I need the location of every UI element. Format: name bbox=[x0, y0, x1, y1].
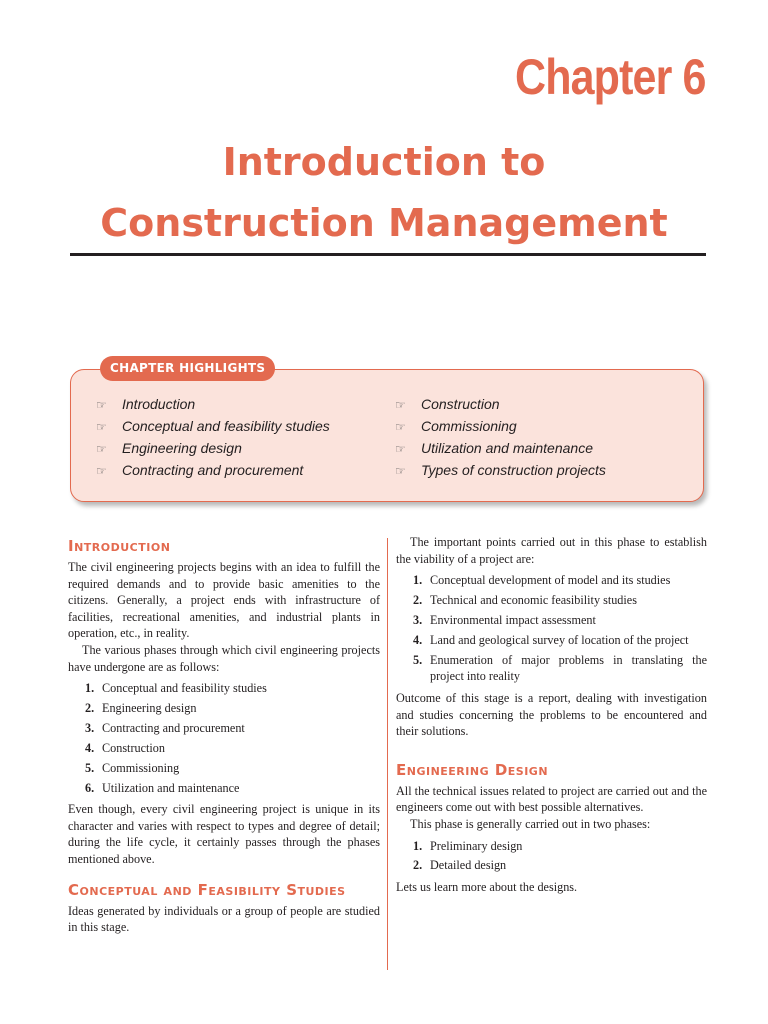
list-item bbox=[396, 652, 707, 685]
list-item-text: Preliminary design bbox=[430, 838, 523, 853]
paragraph: The civil engineering projects begins with an idea to fulfill the required demands and to provide basic amenities to the citizens. Generally, a project ends with infrastructure of facilities, recreational amenities, and industrial plants in operation, etc., in reality. bbox=[68, 560, 380, 641]
list-item bbox=[68, 700, 380, 717]
list-item-text: Environmental impact assessment bbox=[430, 612, 596, 627]
chapter-title-line-1: Introduction to bbox=[222, 140, 546, 184]
list-item-text: Commissioning bbox=[102, 760, 180, 775]
pointing-hand-icon: ☞ bbox=[96, 420, 107, 434]
paragraph: This phase is generally carried out in two phases: bbox=[410, 816, 651, 831]
highlight-label: Contracting and procurement bbox=[122, 462, 304, 478]
paragraph: The various phases through which civil engineering projects have undergone are as follows: bbox=[68, 642, 380, 674]
column-divider bbox=[387, 538, 388, 970]
highlight-item bbox=[96, 437, 330, 459]
left-column bbox=[68, 534, 380, 936]
highlight-label: Engineering design bbox=[122, 440, 242, 456]
list-item bbox=[68, 680, 380, 697]
list-number: 4. bbox=[413, 632, 423, 647]
highlight-item bbox=[96, 459, 330, 481]
list-item bbox=[396, 572, 707, 589]
chapter-highlights-heading: CHAPTER HIGHLIGHTS bbox=[100, 356, 275, 381]
list-item bbox=[396, 612, 707, 629]
list-item-text: Construction bbox=[102, 740, 165, 755]
list-number: 6. bbox=[85, 780, 95, 795]
chapter-title-line-2: Construction Management bbox=[100, 201, 668, 245]
pointing-hand-icon: ☞ bbox=[395, 442, 406, 456]
list-number: 4. bbox=[85, 740, 95, 755]
highlight-label: Commissioning bbox=[421, 418, 517, 434]
highlight-label: Types of construction projects bbox=[421, 462, 606, 478]
list-number: 3. bbox=[85, 720, 95, 735]
design-phases-list bbox=[396, 838, 707, 874]
highlight-item bbox=[395, 437, 606, 459]
chapter-number: Chapter 6 bbox=[515, 49, 706, 105]
pointing-hand-icon: ☞ bbox=[96, 442, 107, 456]
list-item-text: Engineering design bbox=[102, 701, 197, 716]
highlights-list-left bbox=[96, 393, 330, 481]
list-item bbox=[68, 780, 380, 797]
list-number: 2. bbox=[413, 858, 423, 873]
list-item bbox=[396, 838, 707, 855]
list-number: 1. bbox=[85, 681, 95, 696]
points-list bbox=[396, 572, 707, 685]
paragraph: Ideas generated by individuals or a group of people are studied in this stage. bbox=[68, 903, 380, 935]
pointing-hand-icon: ☞ bbox=[96, 398, 107, 412]
phases-list bbox=[68, 680, 380, 796]
pointing-hand-icon: ☞ bbox=[395, 398, 406, 412]
highlight-item bbox=[395, 415, 606, 437]
highlight-label: Conceptual and feasibility studies bbox=[122, 418, 330, 434]
paragraph: Lets us learn more about the designs. bbox=[396, 879, 578, 894]
list-item bbox=[396, 592, 707, 609]
list-item-text: Utilization and maintenance bbox=[102, 780, 240, 795]
section-heading-conceptual: Conceptual and Feasibility Studies bbox=[68, 880, 346, 899]
highlight-item bbox=[96, 415, 330, 437]
paragraph: The important points carried out in this phase to establish the viability of a project are: bbox=[396, 535, 707, 566]
list-number: 3. bbox=[413, 612, 423, 627]
list-item-text: Land and geological survey of location of the project bbox=[430, 632, 689, 647]
list-item bbox=[396, 857, 707, 874]
highlight-item bbox=[395, 393, 606, 415]
highlight-label: Introduction bbox=[122, 396, 196, 412]
paragraph: Even though, every civil engineering project is unique in its character and varies with respect to types and degree of detail; during the life cycle, it certainly passes through the phases mentioned above. bbox=[68, 802, 380, 866]
section-heading-introduction: Introduction bbox=[68, 537, 171, 555]
pointing-hand-icon: ☞ bbox=[395, 420, 406, 434]
list-number: 2. bbox=[413, 593, 423, 608]
section-heading-engineering-design: Engineering Design bbox=[396, 760, 549, 779]
list-number: 1. bbox=[413, 573, 423, 588]
list-item-text: Conceptual development of model and its studies bbox=[430, 573, 671, 588]
list-item-text: Technical and economic feasibility studies bbox=[430, 593, 637, 608]
list-item-text: Detailed design bbox=[430, 858, 507, 873]
highlight-item bbox=[96, 393, 330, 415]
list-item bbox=[68, 740, 380, 757]
list-number: 5. bbox=[85, 760, 95, 775]
right-column bbox=[396, 534, 707, 896]
list-item bbox=[396, 632, 707, 649]
list-item bbox=[68, 720, 380, 737]
title-rule bbox=[70, 253, 706, 256]
highlight-label: Utilization and maintenance bbox=[421, 440, 593, 456]
highlight-item bbox=[395, 459, 606, 481]
list-number: 2. bbox=[85, 701, 95, 716]
list-number: 5. bbox=[413, 652, 423, 667]
paragraph: All the technical issues related to project are carried out and the engineers come out with best possible alternatives. bbox=[396, 783, 707, 815]
list-number: 1. bbox=[413, 838, 423, 853]
pointing-hand-icon: ☞ bbox=[96, 464, 107, 478]
list-item-text: Enumeration of major problems in translating the project into reality bbox=[430, 652, 707, 684]
highlight-label: Construction bbox=[421, 396, 500, 412]
highlights-list-right bbox=[395, 393, 606, 481]
chapter-title bbox=[0, 132, 768, 254]
list-item-text: Contracting and procurement bbox=[102, 720, 245, 735]
list-item bbox=[68, 760, 380, 777]
paragraph: Outcome of this stage is a report, dealing with investigation and studies concerning the problems to be encountered and their solutions. bbox=[396, 690, 707, 739]
pointing-hand-icon: ☞ bbox=[395, 464, 406, 478]
list-item-text: Conceptual and feasibility studies bbox=[102, 681, 267, 696]
